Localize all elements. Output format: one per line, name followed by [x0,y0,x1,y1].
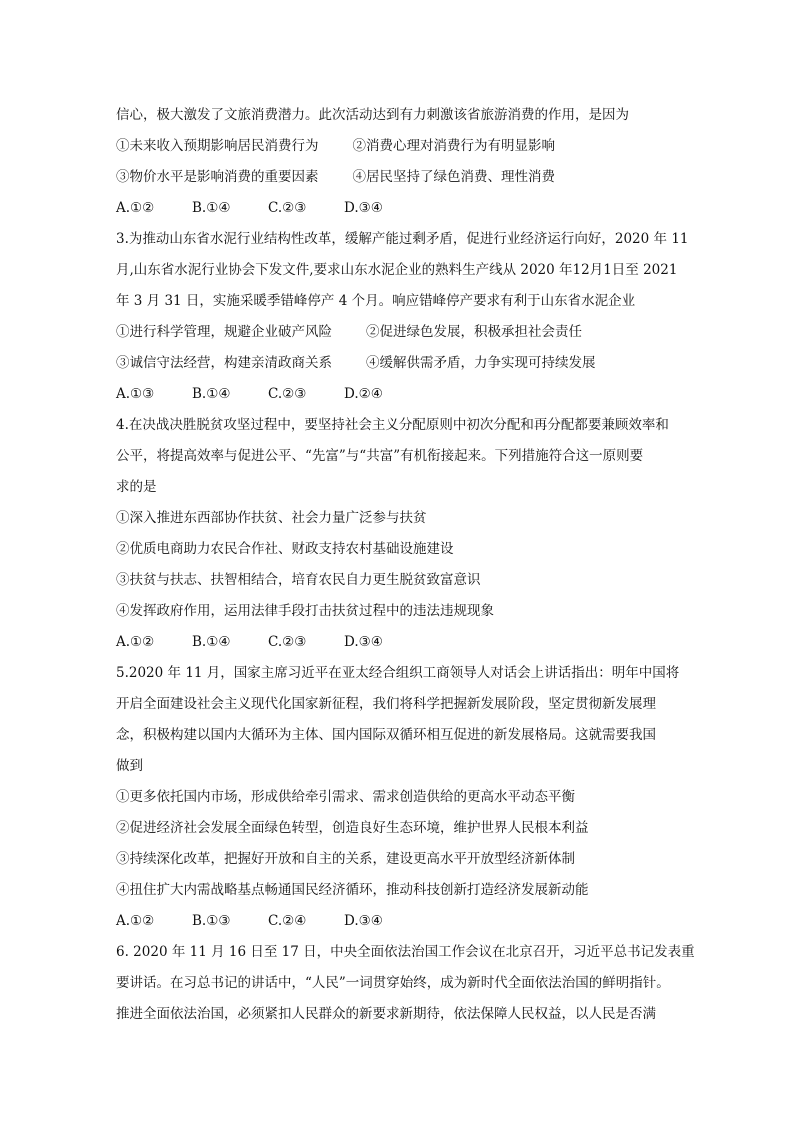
question-2-item-2: ②消费心理对消费行为有明显影响 [352,138,555,154]
question-6-stem-line-1: 6. 2020 年 11 月 16 日至 17 日，中央全面依法治国工作会议在北京召开，习近平总书记发表重 [116,944,695,960]
question-4-stem-line-1: 4.在决战决胜脱贫攻坚过程中，要坚持社会主义分配原则中初次分配和再分配都要兼顾效率和 [116,417,669,433]
question-5-item-4: ④扭住扩大内需战略基点畅通国民经济循环，推动科技创新打造经济发展新动能 [116,882,589,898]
question-5-option-c: C.②④ [268,913,307,929]
question-5-stem-line-4: 做到 [116,758,143,774]
question-4 [116,410,682,658]
question-5 [116,658,682,937]
question-3-stem-line-2: 月,山东省水泥行业协会下发文件,要求山东水泥企业的熟料生产线从 2020 年12月1日至 2021 [116,262,678,278]
question-6-stem-line-2: 要讲话。在习总书记的讲话中，“人民”一词贯穿始终，成为新时代全面依法治国的鲜明指针。 [116,975,670,991]
question-5-option-b: B.①③ [192,913,231,929]
question-4-item-3: ③扶贫与扶志、扶智相结合，培育农民自力更生脱贫致富意识 [116,572,481,588]
question-5-option-a: A.①② [116,913,155,929]
question-5-item-3: ③持续深化改革，把握好开放和自主的关系，建设更高水平开放型经济新体制 [116,851,575,867]
question-5-stem-line-3: 念，积极构建以国内大循环为主体、国内国际双循环相互促进的新发展格局。这就需要我国 [116,727,656,743]
question-2-item-1: ①未来收入预期影响居民消费行为 [116,138,319,154]
question-4-item-2: ②优质电商助力农民合作社、财政支持农村基础设施建设 [116,541,454,557]
question-5-options [116,906,682,937]
question-4-item-1: ①深入推进东西部协作扶贫、社会力量广泛参与扶贫 [116,510,427,526]
exam-page [116,100,695,1030]
question-3-stem-line-3: 年 3 月 31 日，实施采暖季错峰停产 4 个月。响应错峰停产要求有利于山东省水泥企业 [116,293,636,309]
question-2 [116,100,682,224]
question-5-stem-line-2: 开启全面建设社会主义现代化国家新征程，我们将科学把握新发展阶段，坚定贯彻新发展理 [116,696,656,712]
question-3-stem-line-1: 3.为推动山东省水泥行业结构性改革，缓解产能过剩矛盾，促进行业经济运行向好，2020 年 11 [116,231,689,247]
question-3-items-row-2 [116,348,682,379]
question-5-stem-line-1: 5.2020 年 11 月，国家主席习近平在亚太经合组织工商领导人对话会上讲话指出：明年中国将 [116,665,680,681]
question-3-item-2: ②促进绿色发展，积极承担社会责任 [366,324,582,340]
question-3-item-3: ③诚信守法经营，构建亲清政商关系 [116,355,332,371]
question-5-item-2: ②促进经济社会发展全面绿色转型，创造良好生态环境，维护世界人民根本利益 [116,820,589,836]
question-3-items-row-1 [116,317,682,348]
question-3-option-b: B.①④ [192,386,231,402]
question-3-option-c: C.②③ [268,386,307,402]
question-3 [116,224,689,410]
question-2-option-a: A.①② [116,200,155,216]
question-3-item-4: ④缓解供需矛盾，力争实现可持续发展 [366,355,596,371]
question-2-options [116,193,682,224]
question-2-items-row-2 [116,162,682,193]
question-4-stem-line-3: 求的是 [116,479,157,495]
question-2-item-4: ④居民坚持了绿色消费、理性消费 [352,169,555,185]
question-2-option-c: C.②③ [268,200,307,216]
question-3-options [116,379,682,410]
question-4-item-4: ④发挥政府作用，运用法律手段打击扶贫过程中的违法违规现象 [116,603,494,619]
question-4-option-a: A.①② [116,634,155,650]
question-2-items-row-1 [116,131,682,162]
question-4-option-b: B.①④ [192,634,231,650]
question-2-stem: 信心，极大激发了文旅消费潜力。此次活动达到有力刺激该省旅游消费的作用，是因为 [116,107,629,123]
question-4-option-c: C.②③ [268,634,307,650]
question-3-item-1: ①进行科学管理，规避企业破产风险 [116,324,332,340]
question-4-options [116,627,682,658]
question-5-item-1: ①更多依托国内市场，形成供给牵引需求、需求创造供给的更高水平动态平衡 [116,789,575,805]
question-3-option-d: D.②④ [344,386,383,402]
question-2-option-d: D.③④ [344,200,383,216]
question-4-stem-line-2: 公平，将提高效率与促进公平、“先富”与“共富”有机衔接起来。下列措施符合这一原则要 [116,448,644,464]
question-6 [116,937,695,1030]
question-6-stem-line-3: 推进全面依法治国，必须紧扣人民群众的新要求新期待，依法保障人民权益，以人民是否满 [116,1006,656,1022]
question-3-option-a: A.①③ [116,386,155,402]
question-2-option-b: B.①④ [192,200,231,216]
question-5-option-d: D.③④ [344,913,383,929]
question-2-item-3: ③物价水平是影响消费的重要因素 [116,169,319,185]
question-4-option-d: D.③④ [344,634,383,650]
